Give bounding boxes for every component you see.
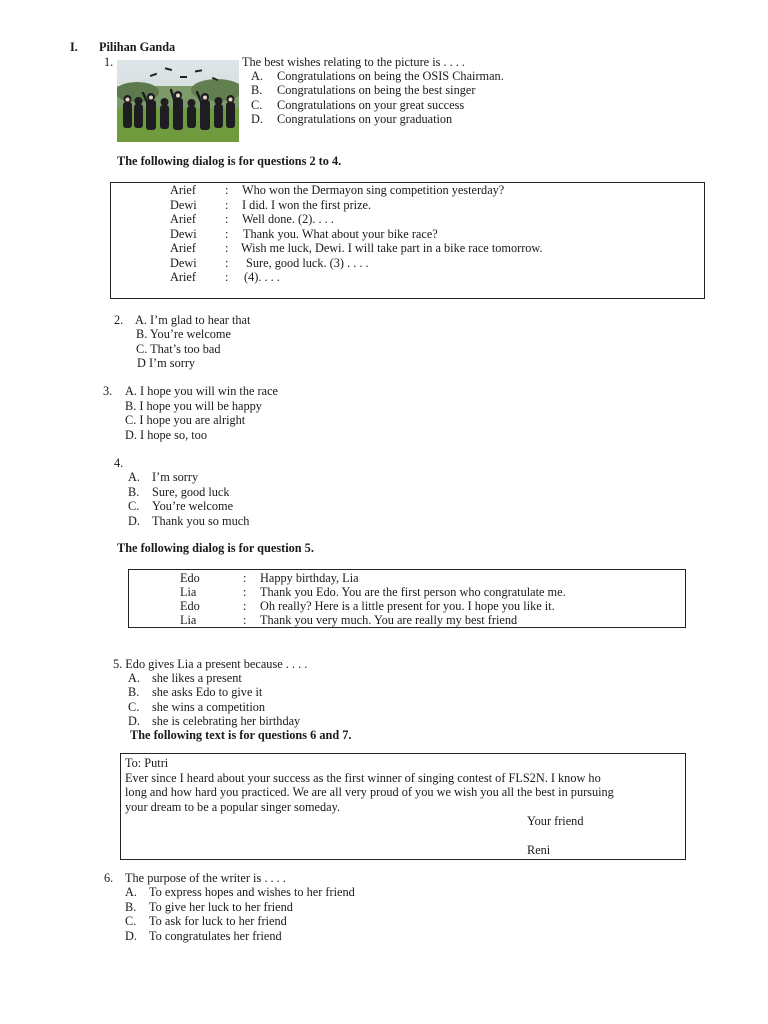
q2-number: 2. bbox=[114, 313, 124, 327]
dialog-line: Thank you very much. You are really my best friend bbox=[260, 613, 518, 627]
q6-option-letter: A. bbox=[125, 885, 137, 899]
dialog-line: Wish me luck, Dewi. I will take part in a bike race tomorrow. bbox=[241, 241, 543, 255]
q6-option-text: To congratulates her friend bbox=[149, 929, 282, 943]
q4-option-letter: C. bbox=[128, 499, 140, 513]
q4-option-text: You’re welcome bbox=[152, 499, 234, 513]
dialog-speaker: Edo bbox=[180, 571, 200, 585]
graduation-photo bbox=[117, 60, 239, 142]
dialog-line: Thank you. What about your bike race? bbox=[243, 227, 438, 241]
q1-question: The best wishes relating to the picture is . . . . bbox=[242, 55, 466, 69]
letter-signature: Reni bbox=[527, 843, 551, 857]
q1-option-letter: B. bbox=[251, 83, 263, 97]
section-title: Pilihan Ganda bbox=[99, 40, 176, 54]
letter-body-line: your dream to be a popular singer someday. bbox=[125, 800, 341, 814]
q6-option-text: To ask for luck to her friend bbox=[149, 914, 287, 928]
dialog-colon: : bbox=[225, 212, 229, 226]
dialog-colon: : bbox=[225, 227, 229, 241]
q4-option-text: I’m sorry bbox=[152, 470, 199, 484]
q6-option-text: To express hopes and wishes to her friend bbox=[149, 885, 355, 899]
q5-option-text: she likes a present bbox=[152, 671, 242, 685]
q1-option-letter: C. bbox=[251, 98, 263, 112]
dialog-colon: : bbox=[243, 599, 247, 613]
q2-option: D I’m sorry bbox=[137, 356, 196, 370]
dialog-colon: : bbox=[243, 613, 247, 627]
dialog-colon: : bbox=[225, 256, 229, 270]
dialog2-intro: The following dialog is for question 5. bbox=[117, 541, 314, 555]
q5-option-letter: B. bbox=[128, 685, 140, 699]
dialog-colon: : bbox=[243, 571, 247, 585]
q1-option-letter: D. bbox=[251, 112, 263, 126]
q5-option-letter: C. bbox=[128, 700, 140, 714]
dialog-colon: : bbox=[225, 241, 229, 255]
dialog-speaker: Dewi bbox=[170, 256, 197, 270]
q4-number: 4. bbox=[114, 456, 124, 470]
q3-option: A. I hope you will win the race bbox=[125, 384, 278, 398]
dialog-line: Oh really? Here is a little present for you. I hope you like it. bbox=[260, 599, 555, 613]
dialog-speaker: Dewi bbox=[170, 227, 197, 241]
dialog-line: Sure, good luck. (3) . . . . bbox=[246, 256, 369, 270]
q4-option-letter: D. bbox=[128, 514, 140, 528]
q4-option-text: Thank you so much bbox=[152, 514, 250, 528]
letter-body-line: long and how hard you practiced. We are all very proud of you we wish you all the best in pursuing bbox=[125, 785, 614, 799]
dialog-colon: : bbox=[225, 198, 229, 212]
letter-body-line: Ever since I heard about your success as the first winner of singing contest of FLS2N. I know ho bbox=[125, 771, 601, 785]
q6-question: The purpose of the writer is . . . . bbox=[125, 871, 286, 885]
q4-option-text: Sure, good luck bbox=[152, 485, 230, 499]
q3-option: D. I hope so, too bbox=[125, 428, 207, 442]
dialog1-intro: The following dialog is for questions 2 to 4. bbox=[117, 154, 342, 168]
q4-option-letter: B. bbox=[128, 485, 140, 499]
dialog-line: Well done. (2). . . . bbox=[242, 212, 334, 226]
dialog-colon: : bbox=[243, 585, 247, 599]
text67-intro: The following text is for questions 6 and 7. bbox=[130, 728, 352, 742]
q5-option-letter: A. bbox=[128, 671, 140, 685]
q1-option-text: Congratulations on your great success bbox=[277, 98, 465, 112]
q6-option-text: To give her luck to her friend bbox=[149, 900, 293, 914]
q2-option: C. That’s too bad bbox=[136, 342, 221, 356]
dialog-speaker: Arief bbox=[170, 241, 196, 255]
dialog-line: Thank you Edo. You are the first person who congratulate me. bbox=[260, 585, 566, 599]
dialog-speaker: Dewi bbox=[170, 198, 197, 212]
q1-option-letter: A. bbox=[251, 69, 263, 83]
q5-question: 5. Edo gives Lia a present because . . . . bbox=[113, 657, 308, 671]
dialog-line: Who won the Dermayon sing competition yesterday? bbox=[242, 183, 505, 197]
q2-option: A. I’m glad to hear that bbox=[135, 313, 251, 327]
q1-number: 1. bbox=[104, 55, 114, 69]
q1-option-text: Congratulations on being the best singer bbox=[277, 83, 476, 97]
q6-option-letter: D. bbox=[125, 929, 137, 943]
dialog-colon: : bbox=[225, 270, 229, 284]
q6-option-letter: B. bbox=[125, 900, 137, 914]
dialog-speaker: Arief bbox=[170, 183, 196, 197]
dialog-colon: : bbox=[225, 183, 229, 197]
q5-option-letter: D. bbox=[128, 714, 140, 728]
section-number: I. bbox=[70, 40, 78, 54]
dialog-speaker: Arief bbox=[170, 212, 196, 226]
q1-option-text: Congratulations on your graduation bbox=[277, 112, 453, 126]
q4-option-letter: A. bbox=[128, 470, 140, 484]
q3-option: C. I hope you are alright bbox=[125, 413, 246, 427]
dialog-line: I did. I won the first prize. bbox=[242, 198, 372, 212]
dialog-speaker: Edo bbox=[180, 599, 200, 613]
dialog-speaker: Lia bbox=[180, 585, 197, 599]
q3-option: B. I hope you will be happy bbox=[125, 399, 262, 413]
letter-closing: Your friend bbox=[527, 814, 584, 828]
q2-option: B. You’re welcome bbox=[136, 327, 231, 341]
q6-option-letter: C. bbox=[125, 914, 137, 928]
dialog-line: Happy birthday, Lia bbox=[260, 571, 359, 585]
q5-option-text: she wins a competition bbox=[152, 700, 266, 714]
q1-option-text: Congratulations on being the OSIS Chairman. bbox=[277, 69, 504, 83]
letter-recipient: To: Putri bbox=[125, 756, 169, 770]
dialog-speaker: Arief bbox=[170, 270, 196, 284]
q6-number: 6. bbox=[104, 871, 114, 885]
dialog-speaker: Lia bbox=[180, 613, 197, 627]
q5-option-text: she is celebrating her birthday bbox=[152, 714, 301, 728]
q3-number: 3. bbox=[103, 384, 113, 398]
dialog-line: (4). . . . bbox=[244, 270, 280, 284]
q5-option-text: she asks Edo to give it bbox=[152, 685, 263, 699]
